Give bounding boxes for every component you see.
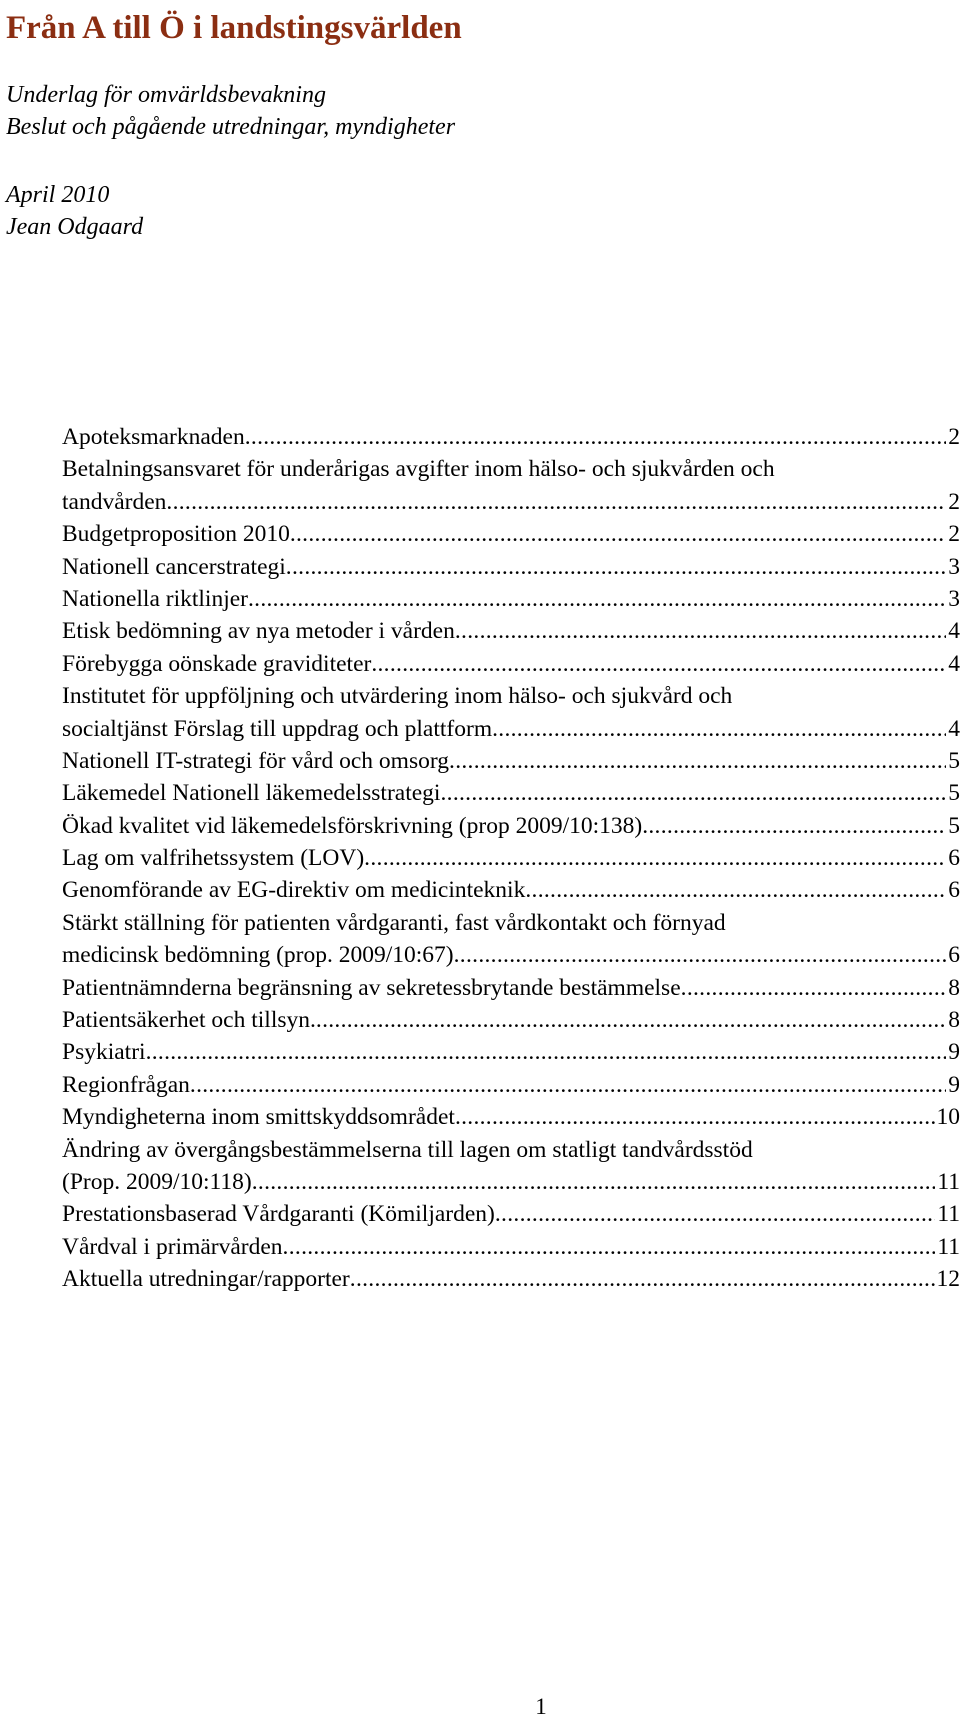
toc-entry-title: Stärkt ställning för patienten vårdgaranti, fast vårdkontakt och förnyad <box>62 909 726 936</box>
toc-entry-title: Myndigheterna inom smittskyddsområdet <box>62 1104 455 1131</box>
toc-page-number: 3 <box>948 553 960 580</box>
toc-entry[interactable] <box>62 1198 960 1230</box>
toc-entry-line <box>62 1166 960 1198</box>
toc-entry-title: Budgetproposition 2010 <box>62 521 290 548</box>
toc-entry-title: Nationella riktlinjer <box>62 585 248 612</box>
toc-dot-leader <box>449 745 946 777</box>
toc-dot-leader <box>252 1166 936 1198</box>
toc-entry-line <box>62 1263 960 1295</box>
toc-dot-leader <box>495 1198 935 1230</box>
document-date: April 2010 <box>6 182 110 208</box>
toc-entry-title: Apoteksmarknaden <box>62 424 245 450</box>
toc-dot-leader <box>290 518 946 550</box>
toc-page-number: 8 <box>948 974 960 1001</box>
toc-entry-title: Etisk bedömning av nya metoder i vården <box>62 618 455 645</box>
toc-entry-title: Lag om valfrihetssystem (LOV) <box>62 845 365 872</box>
toc-dot-leader <box>146 1036 947 1068</box>
table-of-contents <box>62 421 960 1296</box>
toc-entry[interactable] <box>62 551 960 583</box>
toc-dot-leader <box>166 486 946 518</box>
toc-entry-title: Betalningsansvaret för underårigas avgifter inom hälso- och sjukvården och <box>62 456 775 483</box>
toc-page-number: 8 <box>948 1007 960 1034</box>
toc-dot-leader <box>286 551 946 583</box>
toc-entry[interactable] <box>62 1263 960 1295</box>
toc-entry-line <box>62 713 960 745</box>
toc-entry-line <box>62 1198 960 1230</box>
toc-entry-line <box>62 745 960 777</box>
toc-page-number: 9 <box>948 1071 960 1098</box>
page-number: 1 <box>535 1694 547 1719</box>
toc-entry-line <box>62 777 960 809</box>
toc-dot-leader <box>681 972 947 1004</box>
toc-dot-leader <box>350 1263 935 1295</box>
toc-entry-title: Patientnämnderna begränsning av sekretessbrytande bestämmelse <box>62 974 681 1001</box>
toc-entry-line <box>62 648 960 680</box>
toc-entry[interactable] <box>62 1004 960 1036</box>
toc-entry-line <box>62 1004 960 1036</box>
toc-entry-title: Nationell cancerstrategi <box>62 553 286 580</box>
toc-entry-line <box>62 518 960 550</box>
toc-entry-title: Nationell IT-strategi för vård och omsorg <box>62 747 450 774</box>
toc-dot-leader <box>492 713 946 745</box>
toc-dot-leader <box>371 648 946 680</box>
toc-page-number: 11 <box>937 1233 960 1260</box>
toc-entry[interactable] <box>62 907 960 972</box>
toc-entry[interactable] <box>62 680 960 745</box>
toc-entry-line <box>62 810 960 842</box>
toc-entry-line <box>62 615 960 647</box>
toc-entry-line <box>62 1101 960 1133</box>
toc-dot-leader <box>525 874 946 906</box>
toc-entry-title: medicinsk bedömning (prop. 2009/10:67) <box>62 942 454 969</box>
toc-entry[interactable] <box>62 1036 960 1068</box>
toc-entry-title: socialtjänst Förslag till uppdrag och plattform <box>62 715 493 742</box>
toc-page-number: 5 <box>948 780 960 807</box>
toc-entry[interactable] <box>62 810 960 842</box>
toc-entry-line <box>62 1036 960 1068</box>
toc-page-number: 5 <box>948 812 960 839</box>
toc-entry-line <box>62 1231 960 1263</box>
toc-page-number: 2 <box>948 424 960 450</box>
toc-entry[interactable] <box>62 421 960 453</box>
toc-page-number: 4 <box>948 618 960 645</box>
toc-entry[interactable] <box>62 648 960 680</box>
toc-entry[interactable] <box>62 745 960 777</box>
toc-dot-leader <box>245 421 947 453</box>
toc-entry-title: Regionfrågan <box>62 1071 190 1098</box>
subtitle-purpose: Underlag för omvärldsbevakning <box>6 82 326 108</box>
toc-dot-leader <box>316 1004 946 1036</box>
toc-dot-leader <box>455 615 946 647</box>
toc-page-number: 11 <box>937 1168 960 1195</box>
toc-entry-title: Ökad kvalitet vid läkemedelsförskrivning (prop 2009/10:138) <box>62 812 643 839</box>
toc-dot-leader <box>283 1231 936 1263</box>
toc-entry-line <box>62 1069 960 1101</box>
toc-entry[interactable] <box>62 1231 960 1263</box>
toc-dot-leader <box>642 810 946 842</box>
toc-entry-title: (Prop. 2009/10:118) <box>62 1168 252 1195</box>
toc-entry[interactable] <box>62 1101 960 1133</box>
toc-page-number: 10 <box>936 1104 960 1131</box>
toc-entry[interactable] <box>62 874 960 906</box>
toc-dot-leader <box>455 1101 935 1133</box>
toc-dot-leader <box>454 939 947 971</box>
toc-entry[interactable] <box>62 583 960 615</box>
toc-entry[interactable] <box>62 842 960 874</box>
toc-entry[interactable] <box>62 1069 960 1101</box>
toc-page-number: 4 <box>948 715 960 742</box>
toc-entry[interactable] <box>62 453 960 518</box>
toc-page-number: 2 <box>948 521 960 548</box>
toc-entry-title: Institutet för uppföljning och utvärdering inom hälso- och sjukvård och <box>62 683 733 710</box>
toc-entry[interactable] <box>62 972 960 1004</box>
toc-dot-leader <box>248 583 946 615</box>
toc-entry-line <box>62 972 960 1004</box>
toc-entry-line <box>62 1134 960 1166</box>
subtitle-scope: Beslut och pågående utredningar, myndigheter <box>6 114 456 140</box>
toc-page-number: 6 <box>948 942 960 969</box>
toc-page-number: 6 <box>948 845 960 872</box>
toc-entry-line <box>62 453 960 485</box>
toc-entry[interactable] <box>62 777 960 809</box>
toc-page-number: 9 <box>948 1039 960 1066</box>
toc-entry[interactable] <box>62 1134 960 1199</box>
toc-dot-leader <box>364 842 946 874</box>
document-title: Från A till Ö i landstingsvärlden <box>6 10 462 46</box>
toc-entry-line <box>62 680 960 712</box>
toc-entry-title: Patientsäkerhet och tillsyn. <box>62 1007 316 1034</box>
toc-entry-line <box>62 907 960 939</box>
toc-entry-title: tandvården <box>62 488 167 515</box>
toc-entry-line <box>62 551 960 583</box>
toc-page-number: 11 <box>937 1201 960 1228</box>
toc-entry-title: Vårdval i primärvården <box>62 1233 283 1260</box>
toc-entry-title: Psykiatri <box>62 1039 146 1066</box>
toc-entry-line <box>62 583 960 615</box>
toc-page-number: 12 <box>936 1266 960 1293</box>
toc-entry[interactable] <box>62 615 960 647</box>
toc-entry-title: Genomförande av EG-direktiv om medicinteknik <box>62 877 526 904</box>
toc-dot-leader <box>190 1069 946 1101</box>
toc-entry[interactable] <box>62 518 960 550</box>
toc-page-number: 5 <box>948 747 960 774</box>
toc-entry-line <box>62 874 960 906</box>
toc-entry-title: Förebygga oönskade graviditeter <box>62 650 372 677</box>
toc-page-number: 2 <box>948 488 960 515</box>
toc-entry-line <box>62 421 960 453</box>
toc-entry-title: Läkemedel Nationell läkemedelsstrategi <box>62 780 441 807</box>
toc-entry-title: Aktuella utredningar/rapporter <box>62 1266 350 1293</box>
toc-entry-line <box>62 486 960 518</box>
toc-entry-line <box>62 842 960 874</box>
toc-entry-line <box>62 939 960 971</box>
toc-entry-title: Prestationsbaserad Vårdgaranti (Kömiljarden) <box>62 1201 495 1228</box>
toc-page-number: 4 <box>948 650 960 677</box>
toc-dot-leader <box>440 777 946 809</box>
document-author: Jean Odgaard <box>6 214 144 240</box>
toc-page-number: 6 <box>948 877 960 904</box>
toc-page-number: 3 <box>948 585 960 612</box>
toc-entry-title: Ändring av övergångsbestämmelserna till lagen om statligt tandvårdsstöd <box>62 1136 753 1163</box>
